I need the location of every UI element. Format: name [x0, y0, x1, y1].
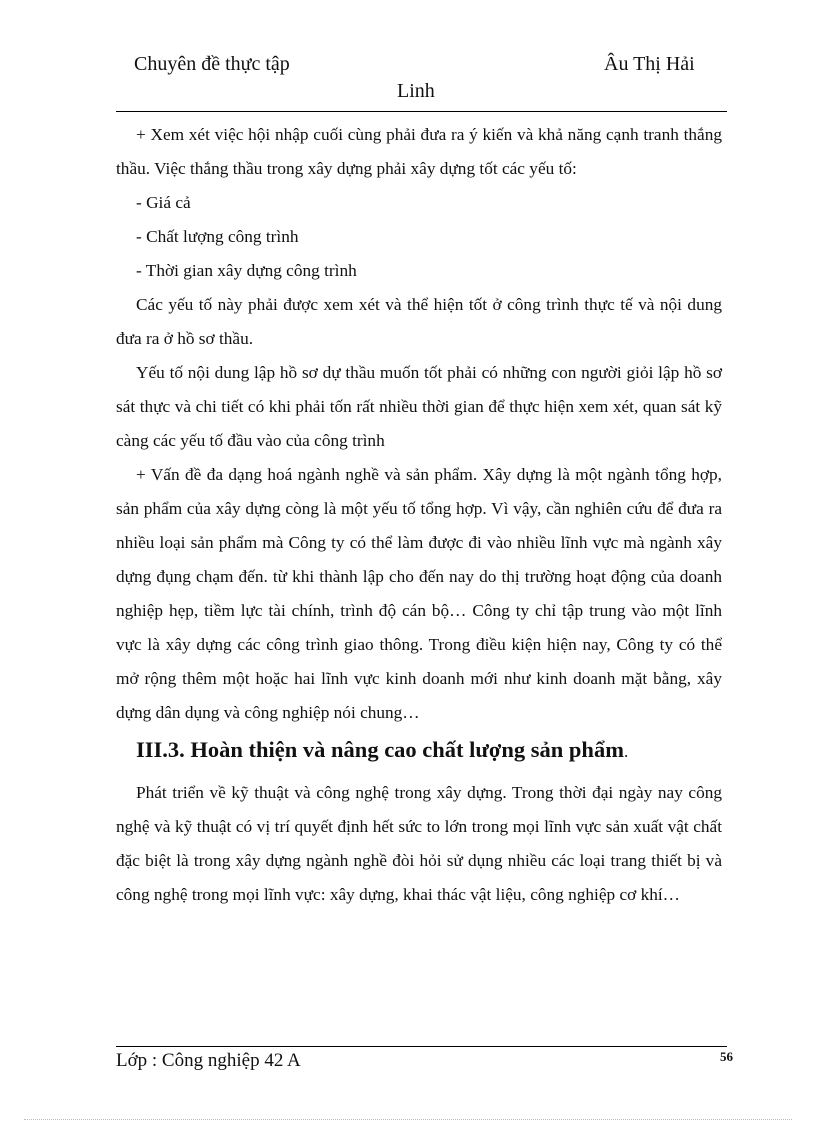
section-heading	[116, 732, 722, 770]
header-rule	[116, 111, 727, 112]
header-author: Âu Thị Hải	[604, 53, 695, 75]
paragraph: Yếu tố nội dung lập hồ sơ dự thầu muốn tốt phải có những con người giỏi lập hồ sơ sát thực và chi tiết có khi phải tốn rất nhiều thời gian để thực hiện xem xét, quan sát kỹ càng các yếu tố đầu vào của công trình	[116, 363, 722, 450]
list-item: - Chất lượng công trình	[136, 227, 299, 246]
header-author-continued: Linh	[397, 80, 435, 102]
page-number: 56	[720, 1049, 733, 1064]
footer-rule	[116, 1046, 727, 1047]
page-body	[116, 118, 722, 912]
list-item: - Giá cả	[136, 193, 191, 212]
paragraph: Các yếu tố này phải được xem xét và thể hiện tốt ở công trình thực tế và nội dung đưa ra ở hồ sơ thầu.	[116, 295, 722, 348]
page-edge-divider	[24, 1119, 792, 1120]
header-title: Chuyên đề thực tập	[134, 53, 290, 75]
list-item: - Thời gian xây dựng công trình	[136, 261, 357, 280]
section-heading-dot: .	[623, 742, 629, 761]
paragraph: Phát triển về kỹ thuật và công nghệ trong xây dựng. Trong thời đại ngày nay công nghệ và kỹ thuật có vị trí quyết định hết sức to lớn trong mọi lĩnh vực sản xuất vật chất đặc biệt là trong xây dựng ngành nghề đòi hỏi sử dụng nhiều các loại trang thiết bị và công nghệ trong mọi lĩnh vực: xây dựng, khai thác vật liệu, công nghiệp cơ khí…	[116, 783, 722, 904]
paragraph: + Vấn đề đa dạng hoá ngành nghề và sản phẩm. Xây dựng là một ngành tổng hợp, sản phẩm của xây dựng còng là một yếu tố tổng hợp. Vì vậy, cần nghiên cứu để đưa ra nhiều loại sản phẩm mà Công ty có thể làm được đi vào nhiều lĩnh vực mà ngành xây dựng đụng chạm đến. từ khi thành lập cho đến nay do thị trường hoạt động của doanh nghiệp hẹp, tiềm lực tài chính, trình độ cán bộ… Công ty chỉ tập trung vào một lĩnh vực là xây dựng các công trình giao thông. Trong điều kiện hiện nay, Công ty có thể mở rộng thêm một hoặc hai lĩnh vực kinh doanh mới như kinh doanh mặt bằng, xây dựng dân dụng và công nghiệp nói chung…	[116, 465, 722, 722]
section-heading-text: III.3. Hoàn thiện và nâng cao chất lượng sản phẩm	[136, 737, 624, 762]
footer-class: Lớp : Công nghiệp 42 A	[116, 1050, 301, 1071]
paragraph: + Xem xét việc hội nhập cuối cùng phải đưa ra ý kiến và khả năng cạnh tranh thắng thầu. Việc thắng thầu trong xây dựng phải xây dựng tốt các yếu tố:	[116, 125, 722, 178]
